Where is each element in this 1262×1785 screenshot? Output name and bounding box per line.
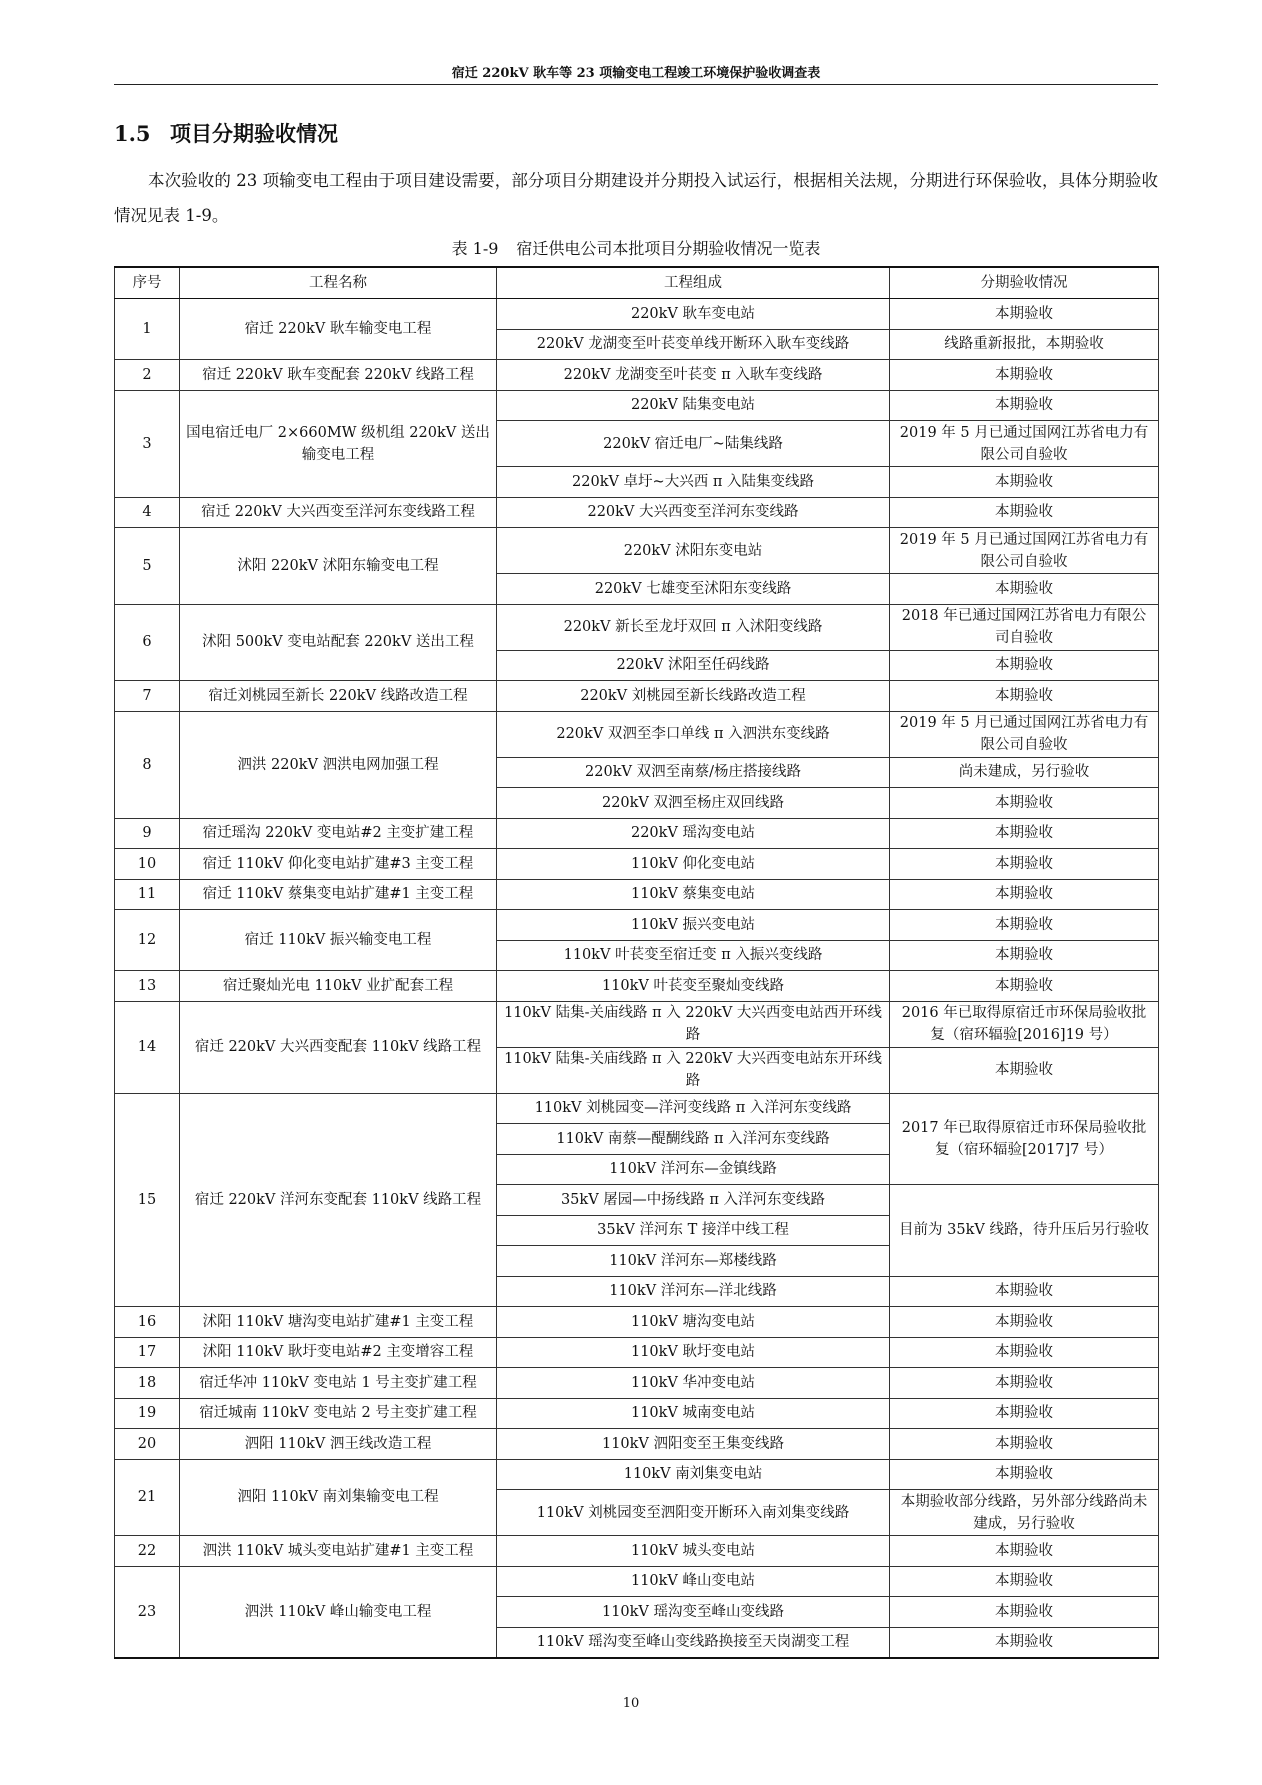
acceptance-status: 本期验收 bbox=[890, 1429, 1159, 1460]
intro-paragraph: 本次验收的 23 项输变电工程由于项目建设需要，部分项目分期建设并分期投入试运行，根据相关法规，分期进行环保验收，具体分期验收情况见表 1-9。 bbox=[114, 171, 1158, 225]
acceptance-status: 本期验收部分线路，另外部分线路尚未建成，另行验收 bbox=[890, 1490, 1159, 1536]
acceptance-status: 2018 年已通过国网江苏省电力有限公司自验收 bbox=[890, 604, 1159, 650]
acceptance-status: 本期验收 bbox=[890, 1566, 1159, 1597]
row-number: 22 bbox=[115, 1536, 180, 1567]
row-number: 16 bbox=[115, 1307, 180, 1338]
table-row bbox=[115, 1307, 1159, 1338]
component: 110kV 塘沟变电站 bbox=[497, 1307, 890, 1338]
acceptance-status: 线路重新报批，本期验收 bbox=[890, 329, 1159, 360]
project-name: 沭阳 110kV 塘沟变电站扩建#1 主变工程 bbox=[180, 1307, 497, 1338]
row-number: 11 bbox=[115, 879, 180, 910]
table-caption-number: 表 1-9 bbox=[451, 239, 499, 258]
project-name: 宿迁华冲 110kV 变电站 1 号主变扩建工程 bbox=[180, 1368, 497, 1399]
acceptance-status: 本期验收 bbox=[890, 788, 1159, 819]
component: 220kV 新长至龙圩双回 π 入沭阳变线路 bbox=[497, 604, 890, 650]
project-name: 宿迁 110kV 仰化变电站扩建#3 主变工程 bbox=[180, 849, 497, 880]
component: 110kV 刘桃园变至泗阳变开断环入南刘集变线路 bbox=[497, 1490, 890, 1536]
table-row bbox=[115, 971, 1159, 1002]
row-number: 10 bbox=[115, 849, 180, 880]
acceptance-status: 本期验收 bbox=[890, 1337, 1159, 1368]
table-row bbox=[115, 681, 1159, 712]
row-number: 20 bbox=[115, 1429, 180, 1460]
table-row bbox=[115, 1459, 1159, 1490]
component: 110kV 陆集-关庙线路 π 入 220kV 大兴西变电站西开环线路 bbox=[497, 1001, 890, 1047]
component: 220kV 大兴西变至洋河东变线路 bbox=[497, 497, 890, 528]
project-name: 宿迁 110kV 蔡集变电站扩建#1 主变工程 bbox=[180, 879, 497, 910]
component: 110kV 城南变电站 bbox=[497, 1398, 890, 1429]
acceptance-status: 2016 年已取得原宿迁市环保局验收批复（宿环辐验[2016]19 号） bbox=[890, 1001, 1159, 1047]
acceptance-status: 本期验收 bbox=[890, 1597, 1159, 1628]
acceptance-status: 本期验收 bbox=[890, 1536, 1159, 1567]
table-row bbox=[115, 1001, 1159, 1047]
acceptance-status: 本期验收 bbox=[890, 910, 1159, 941]
acceptance-status: 本期验收 bbox=[890, 390, 1159, 421]
component: 110kV 瑶沟变至峰山变线路 bbox=[497, 1597, 890, 1628]
component: 220kV 沭阳至任码线路 bbox=[497, 650, 890, 681]
component: 110kV 叶苌变至聚灿变线路 bbox=[497, 971, 890, 1002]
project-name: 宿迁 220kV 洋河东变配套 110kV 线路工程 bbox=[180, 1093, 497, 1307]
section-heading bbox=[114, 118, 338, 148]
component: 110kV 瑶沟变至峰山变线路换接至天岗湖变工程 bbox=[497, 1627, 890, 1658]
table-row bbox=[115, 910, 1159, 941]
table-row bbox=[115, 1368, 1159, 1399]
table-row bbox=[115, 360, 1159, 391]
component: 220kV 双泗至李口单线 π 入泗洪东变线路 bbox=[497, 711, 890, 757]
component: 110kV 陆集-关庙线路 π 入 220kV 大兴西变电站东开环线路 bbox=[497, 1047, 890, 1093]
row-number: 7 bbox=[115, 681, 180, 712]
row-number: 12 bbox=[115, 910, 180, 971]
component: 220kV 双泗至南蔡/杨庄搭接线路 bbox=[497, 757, 890, 788]
project-name: 沭阳 110kV 耿圩变电站#2 主变增容工程 bbox=[180, 1337, 497, 1368]
component: 220kV 沭阳东变电站 bbox=[497, 528, 890, 574]
project-name: 宿迁 110kV 振兴输变电工程 bbox=[180, 910, 497, 971]
table-row bbox=[115, 1398, 1159, 1429]
project-name: 宿迁 220kV 大兴西变至洋河东变线路工程 bbox=[180, 497, 497, 528]
component: 220kV 龙湖变至叶苌变单线开断环入耿车变线路 bbox=[497, 329, 890, 360]
component: 220kV 龙湖变至叶苌变 π 入耿车变线路 bbox=[497, 360, 890, 391]
table-row bbox=[115, 1566, 1159, 1597]
running-header: 宿迁 220kV 耿车等 23 项输变电工程竣工环境保护验收调查表 bbox=[114, 62, 1158, 85]
table-row bbox=[115, 1337, 1159, 1368]
component: 110kV 蔡集变电站 bbox=[497, 879, 890, 910]
acceptance-status: 本期验收 bbox=[890, 1459, 1159, 1490]
acceptance-status: 本期验收 bbox=[890, 467, 1159, 498]
row-number: 3 bbox=[115, 390, 180, 497]
project-name: 宿迁聚灿光电 110kV 业扩配套工程 bbox=[180, 971, 497, 1002]
component: 220kV 卓圩~大兴西 π 入陆集变线路 bbox=[497, 467, 890, 498]
component: 220kV 宿迁电厂~陆集线路 bbox=[497, 421, 890, 467]
component: 35kV 屠园—中扬线路 π 入洋河东变线路 bbox=[497, 1185, 890, 1216]
row-number: 23 bbox=[115, 1566, 180, 1658]
column-header: 工程名称 bbox=[180, 267, 497, 299]
row-number: 14 bbox=[115, 1001, 180, 1093]
row-number: 4 bbox=[115, 497, 180, 528]
table-row bbox=[115, 818, 1159, 849]
project-name: 宿迁城南 110kV 变电站 2 号主变扩建工程 bbox=[180, 1398, 497, 1429]
component: 110kV 洋河东—金镇线路 bbox=[497, 1154, 890, 1185]
acceptance-status: 本期验收 bbox=[890, 574, 1159, 605]
section-number: 1.5 bbox=[114, 121, 151, 146]
component: 110kV 南刘集变电站 bbox=[497, 1459, 890, 1490]
component: 35kV 洋河东 T 接洋中线工程 bbox=[497, 1215, 890, 1246]
component: 220kV 双泗至杨庄双回线路 bbox=[497, 788, 890, 819]
acceptance-status: 2019 年 5 月已通过国网江苏省电力有限公司自验收 bbox=[890, 421, 1159, 467]
component: 110kV 洋河东—洋北线路 bbox=[497, 1276, 890, 1307]
component: 220kV 陆集变电站 bbox=[497, 390, 890, 421]
row-number: 18 bbox=[115, 1368, 180, 1399]
component: 110kV 耿圩变电站 bbox=[497, 1337, 890, 1368]
component: 110kV 振兴变电站 bbox=[497, 910, 890, 941]
table-header-row bbox=[115, 267, 1159, 299]
acceptance-status: 本期验收 bbox=[890, 971, 1159, 1002]
component: 110kV 仰化变电站 bbox=[497, 849, 890, 880]
acceptance-status: 本期验收 bbox=[890, 1307, 1159, 1338]
acceptance-status: 本期验收 bbox=[890, 360, 1159, 391]
component: 110kV 华冲变电站 bbox=[497, 1368, 890, 1399]
acceptance-status: 本期验收 bbox=[890, 650, 1159, 681]
acceptance-status: 本期验收 bbox=[890, 1627, 1159, 1658]
project-name: 宿迁 220kV 耿车变配套 220kV 线路工程 bbox=[180, 360, 497, 391]
column-header: 工程组成 bbox=[497, 267, 890, 299]
project-name: 宿迁 220kV 大兴西变配套 110kV 线路工程 bbox=[180, 1001, 497, 1093]
table-row bbox=[115, 299, 1159, 330]
acceptance-status: 本期验收 bbox=[890, 497, 1159, 528]
row-number: 17 bbox=[115, 1337, 180, 1368]
table-row bbox=[115, 604, 1159, 650]
project-name: 宿迁刘桃园至新长 220kV 线路改造工程 bbox=[180, 681, 497, 712]
component: 220kV 耿车变电站 bbox=[497, 299, 890, 330]
table-caption bbox=[114, 236, 1158, 259]
table-row bbox=[115, 528, 1159, 574]
component: 110kV 泗阳变至王集变线路 bbox=[497, 1429, 890, 1460]
row-number: 1 bbox=[115, 299, 180, 360]
table-caption-title: 宿迁供电公司本批项目分期验收情况一览表 bbox=[516, 239, 821, 258]
component: 110kV 南蔡—醍醐线路 π 入洋河东变线路 bbox=[497, 1124, 890, 1155]
project-name: 国电宿迁电厂 2×660MW 级机组 220kV 送出输变电工程 bbox=[180, 390, 497, 497]
project-name: 泗洪 110kV 城头变电站扩建#1 主变工程 bbox=[180, 1536, 497, 1567]
acceptance-status: 本期验收 bbox=[890, 849, 1159, 880]
component: 110kV 峰山变电站 bbox=[497, 1566, 890, 1597]
table-row bbox=[115, 879, 1159, 910]
acceptance-status: 本期验收 bbox=[890, 681, 1159, 712]
component: 110kV 刘桃园变—洋河变线路 π 入洋河东变线路 bbox=[497, 1093, 890, 1124]
table-row bbox=[115, 497, 1159, 528]
project-name: 泗阳 110kV 南刘集输变电工程 bbox=[180, 1459, 497, 1536]
table-row bbox=[115, 1093, 1159, 1124]
acceptance-status: 2017 年已取得原宿迁市环保局验收批复（宿环辐验[2017]7 号） bbox=[890, 1093, 1159, 1185]
project-name: 沭阳 220kV 沭阳东输变电工程 bbox=[180, 528, 497, 605]
acceptance-status: 本期验收 bbox=[890, 1368, 1159, 1399]
section-title: 项目分期验收情况 bbox=[170, 121, 338, 146]
table-row bbox=[115, 1536, 1159, 1567]
component: 220kV 刘桃园至新长线路改造工程 bbox=[497, 681, 890, 712]
project-name: 泗洪 110kV 峰山输变电工程 bbox=[180, 1566, 497, 1658]
acceptance-status: 本期验收 bbox=[890, 1047, 1159, 1093]
table-row bbox=[115, 849, 1159, 880]
acceptance-status: 本期验收 bbox=[890, 818, 1159, 849]
component: 110kV 洋河东—郑楼线路 bbox=[497, 1246, 890, 1277]
acceptance-status: 本期验收 bbox=[890, 940, 1159, 971]
project-name: 沭阳 500kV 变电站配套 220kV 送出工程 bbox=[180, 604, 497, 681]
page-number: 10 bbox=[622, 1696, 640, 1711]
row-number: 5 bbox=[115, 528, 180, 605]
project-name: 泗洪 220kV 泗洪电网加强工程 bbox=[180, 711, 497, 818]
project-name: 宿迁 220kV 耿车输变电工程 bbox=[180, 299, 497, 360]
row-number: 8 bbox=[115, 711, 180, 818]
acceptance-status: 尚未建成，另行验收 bbox=[890, 757, 1159, 788]
column-header: 分期验收情况 bbox=[890, 267, 1159, 299]
component: 220kV 瑶沟变电站 bbox=[497, 818, 890, 849]
row-number: 15 bbox=[115, 1093, 180, 1307]
component: 110kV 叶苌变至宿迁变 π 入振兴变线路 bbox=[497, 940, 890, 971]
table-row bbox=[115, 390, 1159, 421]
acceptance-status: 目前为 35kV 线路，待升压后另行验收 bbox=[890, 1185, 1159, 1277]
acceptance-status: 2019 年 5 月已通过国网江苏省电力有限公司自验收 bbox=[890, 528, 1159, 574]
row-number: 21 bbox=[115, 1459, 180, 1536]
row-number: 19 bbox=[115, 1398, 180, 1429]
table-row bbox=[115, 711, 1159, 757]
acceptance-status: 本期验收 bbox=[890, 879, 1159, 910]
component: 220kV 七雄变至沭阳东变线路 bbox=[497, 574, 890, 605]
acceptance-status: 本期验收 bbox=[890, 1276, 1159, 1307]
row-number: 9 bbox=[115, 818, 180, 849]
table-row bbox=[115, 1429, 1159, 1460]
project-name: 泗阳 110kV 泗王线改造工程 bbox=[180, 1429, 497, 1460]
row-number: 2 bbox=[115, 360, 180, 391]
acceptance-status: 本期验收 bbox=[890, 299, 1159, 330]
project-name: 宿迁瑶沟 220kV 变电站#2 主变扩建工程 bbox=[180, 818, 497, 849]
acceptance-status: 2019 年 5 月已通过国网江苏省电力有限公司自验收 bbox=[890, 711, 1159, 757]
component: 110kV 城头变电站 bbox=[497, 1536, 890, 1567]
acceptance-status: 本期验收 bbox=[890, 1398, 1159, 1429]
row-number: 13 bbox=[115, 971, 180, 1002]
row-number: 6 bbox=[115, 604, 180, 681]
column-header: 序号 bbox=[115, 267, 180, 299]
acceptance-table bbox=[114, 266, 1159, 1659]
